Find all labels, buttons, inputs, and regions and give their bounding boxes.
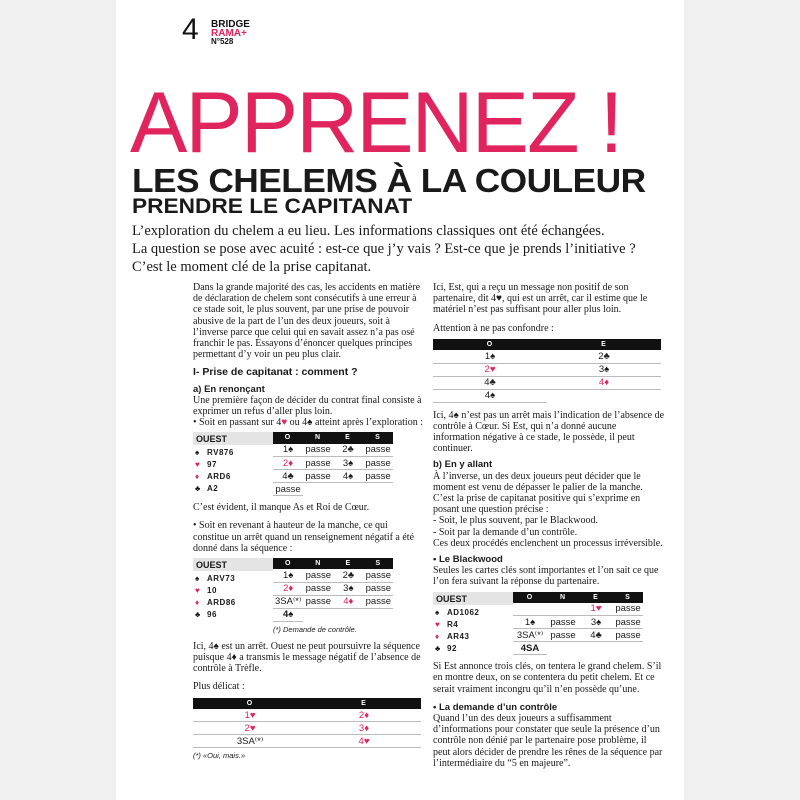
bid-cell: 4♣ [433,376,547,389]
bid-cell: 1♥ [579,603,613,616]
kicker-title: APPRENEZ ! [130,75,622,171]
bidding-row [513,629,643,642]
bid-cell: 3SA⁽*⁾ [513,629,547,642]
suit-holding [193,597,273,609]
suit-icon: ♠ [195,573,200,583]
suit-holding [193,573,273,585]
bid-cell [303,483,333,496]
hand-label: OUEST [193,432,273,445]
bid-cell: 1♥ [193,709,307,722]
bidding-table [433,339,661,403]
paragraph: Ici, 4♠ n’est pas un arrêt mais l’indication de l’absence de contrôle à Cœur. Si Est, qui n’a donné aucune information négative à ce stade, le possède, il peut continuer. [433,409,665,455]
lead-line: L’exploration du chelem a eu lieu. Les informations classiques ont été échangées. [132,223,605,239]
bid-cell: passe [363,582,393,595]
paragraph: • Soit en revenant à hauteur de la manche, ce qui constitue un arrêt quand un renseignement négatif a été donné dans la séquence : [193,520,415,554]
suit-icon: ♣ [195,609,201,619]
bid-cell: passe [303,457,333,470]
bidding-row [433,389,661,402]
bid-cell: 4SA [513,642,547,655]
paragraph: - Soit, le plus souvent, par le Blackwood. [433,515,598,527]
paragraph: • Soit en passant sur 4♥ ou 4♠ atteint après l’exploration : [193,417,423,429]
footnote: (*) «Oui, mais.» [193,751,246,761]
deal-example-3 [433,592,665,656]
lead-line: C’est le moment clé de la prise capitanat. [132,259,372,275]
bid-cell [513,603,547,616]
card-holding: ARV73 [207,573,236,583]
bid-cell [579,642,613,655]
bid-cell: passe [303,595,333,608]
suit-holding [433,619,513,631]
bid-cell: passe [547,616,579,629]
paragraph: Si Est annonce trois clés, on tentera le grand chelem. S’il en montre deux, on se contentera du petit chelem. Et ce serait vraiment incongru qu’il n’en possède qu’une. [433,661,662,695]
suit-holding [193,447,273,459]
subsection-heading: a) En renonçant [193,383,265,395]
bidding-row [433,363,661,376]
bidding-header-row [273,432,393,443]
seat-header: E [333,558,363,569]
seat-header: O [193,698,307,709]
bid-cell: 1♠ [273,444,303,457]
seat-header: N [303,558,333,569]
suit-icon: ♣ [435,643,441,653]
subsection-heading: • Le Blackwood [433,553,503,565]
bid-cell: 4♣ [273,470,303,483]
article-subtitle: PRENDRE LE CAPITANAT [132,195,413,218]
bid-cell [363,608,393,621]
subsection-heading: • La demande d’un contrôle [433,701,558,713]
suit-holding [433,631,513,643]
bidding-row [273,457,393,470]
bid-cell: passe [547,629,579,642]
bid-cell: passe [613,629,643,642]
bid-cell: passe [303,582,333,595]
bid-cell: passe [363,444,393,457]
bidding-row [273,582,393,595]
seat-header: S [363,432,393,443]
bidding-row [273,595,393,608]
bidding-row [513,642,643,655]
bidding-row [433,376,661,389]
bid-cell: 3♠ [547,363,661,376]
bidding-header-row [273,558,393,569]
hand-label: OUEST [433,592,513,605]
bid-cell [547,603,579,616]
card-holding: R4 [447,619,459,629]
intro-paragraph: Dans la grande majorité des cas, les accidents en matière de déclaration de chelem sont consécutifs à une erreur à ce stade soit, le plus souvent, par une prise de pouvoir abusive de la part de l’un des deux joueurs, soit à l’inverse parce que celui qui en savait assez n’a pas osé franchir le pas. Essayons d’énoncer quelques principes permettant d’y voir un peu plus clair. [193,282,421,361]
bid-cell: 2♦ [307,709,421,722]
paragraph: Seules les cartes clés sont importantes et l’on sait ce que l’on fera suivant la réponse du partenaire. [433,565,659,588]
bid-cell: 4♥ [307,735,421,748]
paragraph: Ici, 4♠ est un arrêt. Ouest ne peut poursuivre la séquence puisque 4♦ a transmis le message négatif de l’absence de contrôle à Trèfle. [193,640,421,675]
bid-cell: passe [363,595,393,608]
bid-cell: passe [273,483,303,496]
seat-header: S [363,558,393,569]
article-title: LES CHELEMS À LA COULEUR [132,162,646,199]
lead-line: La question se pose avec acuité : est-ce que j’y vais ? Est-ce que je prends l’initiative ? [132,241,636,257]
deal-example-2 [193,558,423,635]
bid-cell: 2♣ [333,444,363,457]
bid-cell: 2♣ [333,569,363,582]
bid-cell [333,483,363,496]
suit-icon: ♥ [195,460,201,470]
bidding-row [273,569,393,582]
bid-cell: passe [303,444,333,457]
suit-holding [193,609,273,621]
bid-cell: 3♠ [333,457,363,470]
suit-holding [193,483,273,495]
bid-cell: 4♦ [547,376,661,389]
card-holding: A2 [207,484,219,494]
bid-cell: 2♣ [547,350,661,363]
bid-cell: 3SA⁽*⁾ [275,596,302,608]
paragraph: Attention à ne pas confondre : [433,322,554,334]
card-holding: AD1062 [447,607,480,617]
suit-icon: ♦ [195,472,200,482]
paragraph: Ces deux procédés enclenchent un processus irréversible. [433,537,663,549]
hand-label: OUEST [193,558,273,571]
paragraph: C’est évident, il manque As et Roi de Cœur. [193,502,370,514]
bidding-row [193,735,421,748]
paragraph: À l’inverse, un des deux joueurs peut décider que le moment est venu de dépasser le palier de la manche. C’est la prise de capitanat positive qui s’exprime en posant une question précise : [433,470,643,516]
seat-header: E [579,592,613,603]
seat-header: E [307,698,421,709]
bidding-row [273,483,393,496]
bidding-row [273,608,393,621]
section-heading: I- Prise de capitanat : comment ? [193,366,358,379]
suit-holding [193,585,273,597]
hand-diagram [433,592,513,655]
left-column [193,282,423,762]
bidding-row [433,350,661,363]
seat-header: N [547,592,579,603]
suit-holding [193,459,273,471]
seat-header: O [433,339,547,350]
bid-cell: 4♠ [273,608,303,621]
paragraph: Ici, Est, qui a reçu un message non positif de son partenaire, dit 4♥, qui est un arrêt, car il estime que le matériel n’est pas suffisant pour aller plus loin. [433,282,648,316]
bidding-table [193,698,421,749]
bid-cell: 4♦ [333,595,363,608]
bidding-table [273,558,393,622]
suit-icon: ♣ [195,484,201,494]
seat-header: E [547,339,661,350]
bidding-header-row [193,698,421,709]
subsection-heading: b) En y allant [433,459,493,471]
bid-cell: 3♦ [307,722,421,735]
suit-icon: ♦ [195,597,200,607]
bid-cell: passe [363,457,393,470]
bid-cell [303,608,333,621]
bidding-header-row [513,592,643,603]
bid-cell: 2♦ [273,582,303,595]
bid-cell: 2♥ [193,722,307,735]
brand-line-1: BRIDGE [211,19,250,30]
seat-header: O [273,558,303,569]
lead-paragraph [132,222,677,276]
bid-cell: 2♦ [273,457,303,470]
bid-cell [547,642,579,655]
bid-cell: 1♠ [273,569,303,582]
bid-cell: passe [303,569,333,582]
deal-example-1 [193,432,423,496]
bid-cell: passe [363,569,393,582]
right-column [433,282,665,769]
bid-cell [547,389,661,402]
bid-cell: 3♠ [333,582,363,595]
bidding-row [193,709,421,722]
suit-icon: ♥ [435,619,441,629]
bid-cell: 3♠ [579,616,613,629]
bid-cell [363,483,393,496]
bidding-header-row [433,339,661,350]
bid-cell: passe [303,470,333,483]
suit-icon: ♦ [435,631,440,641]
bidding-row [273,470,393,483]
card-holding: 97 [207,460,217,470]
brand-line-2: RAMA+ [211,28,247,39]
bid-cell: 4♣ [579,629,613,642]
bid-cell [333,608,363,621]
bid-cell: passe [613,603,643,616]
page-number: 4 [182,13,199,46]
suit-icon: ♠ [195,448,200,458]
bid-cell: passe [613,616,643,629]
suit-holding [193,471,273,483]
bid-cell: 1♠ [513,616,547,629]
suit-icon: ♠ [435,607,440,617]
bid-cell: 3SA⁽*⁾ [193,735,307,748]
magazine-page [116,0,684,800]
card-holding: ARD6 [207,472,231,482]
bidding-table [273,432,393,496]
bid-cell: 4♠ [433,389,547,402]
suit-holding [433,607,513,619]
card-holding: RV876 [207,448,234,458]
seat-header: S [613,592,643,603]
bid-cell [613,642,643,655]
seat-header: O [273,432,303,443]
seat-header: N [303,432,333,443]
paragraph: Quand l’un des deux joueurs a suffisamment d’informations pour constater que seule la présence d’un contrôle non dénié par le partenaire pose problème, il peut alors décider de prendre les rênes de la séquence par l’intermédiaire du “5 en majeure”. [433,713,663,769]
paragraph: Plus délicat : [193,681,245,693]
card-holding: ARD86 [207,597,236,607]
bid-cell: 4♠ [333,470,363,483]
hand-diagram [193,432,273,495]
bid-cell: 1♠ [433,350,547,363]
seat-header: E [333,432,363,443]
bidding-row [193,722,421,735]
suit-icon: ♥ [195,585,201,595]
bid-cell: 2♥ [433,363,547,376]
bidding-row [513,603,643,616]
card-holding: 92 [447,643,457,653]
paragraph: - Soit par la demande d’un contrôle. [433,526,578,538]
hand-diagram [193,558,273,621]
suit-holding [433,643,513,655]
seat-header: O [513,592,547,603]
bid-cell: passe [363,470,393,483]
card-holding: 10 [207,585,217,595]
bidding-table [513,592,643,656]
bidding-row [273,444,393,457]
paragraph: Une première façon de décider du contrat final consiste à exprimer un refus d’aller plus loin. [193,394,422,418]
card-holding: AR43 [447,631,470,641]
footnote: (*) Demande de contrôle. [273,624,357,634]
bidding-row [513,616,643,629]
card-holding: 96 [207,609,217,619]
issue-number: N°528 [211,37,234,46]
